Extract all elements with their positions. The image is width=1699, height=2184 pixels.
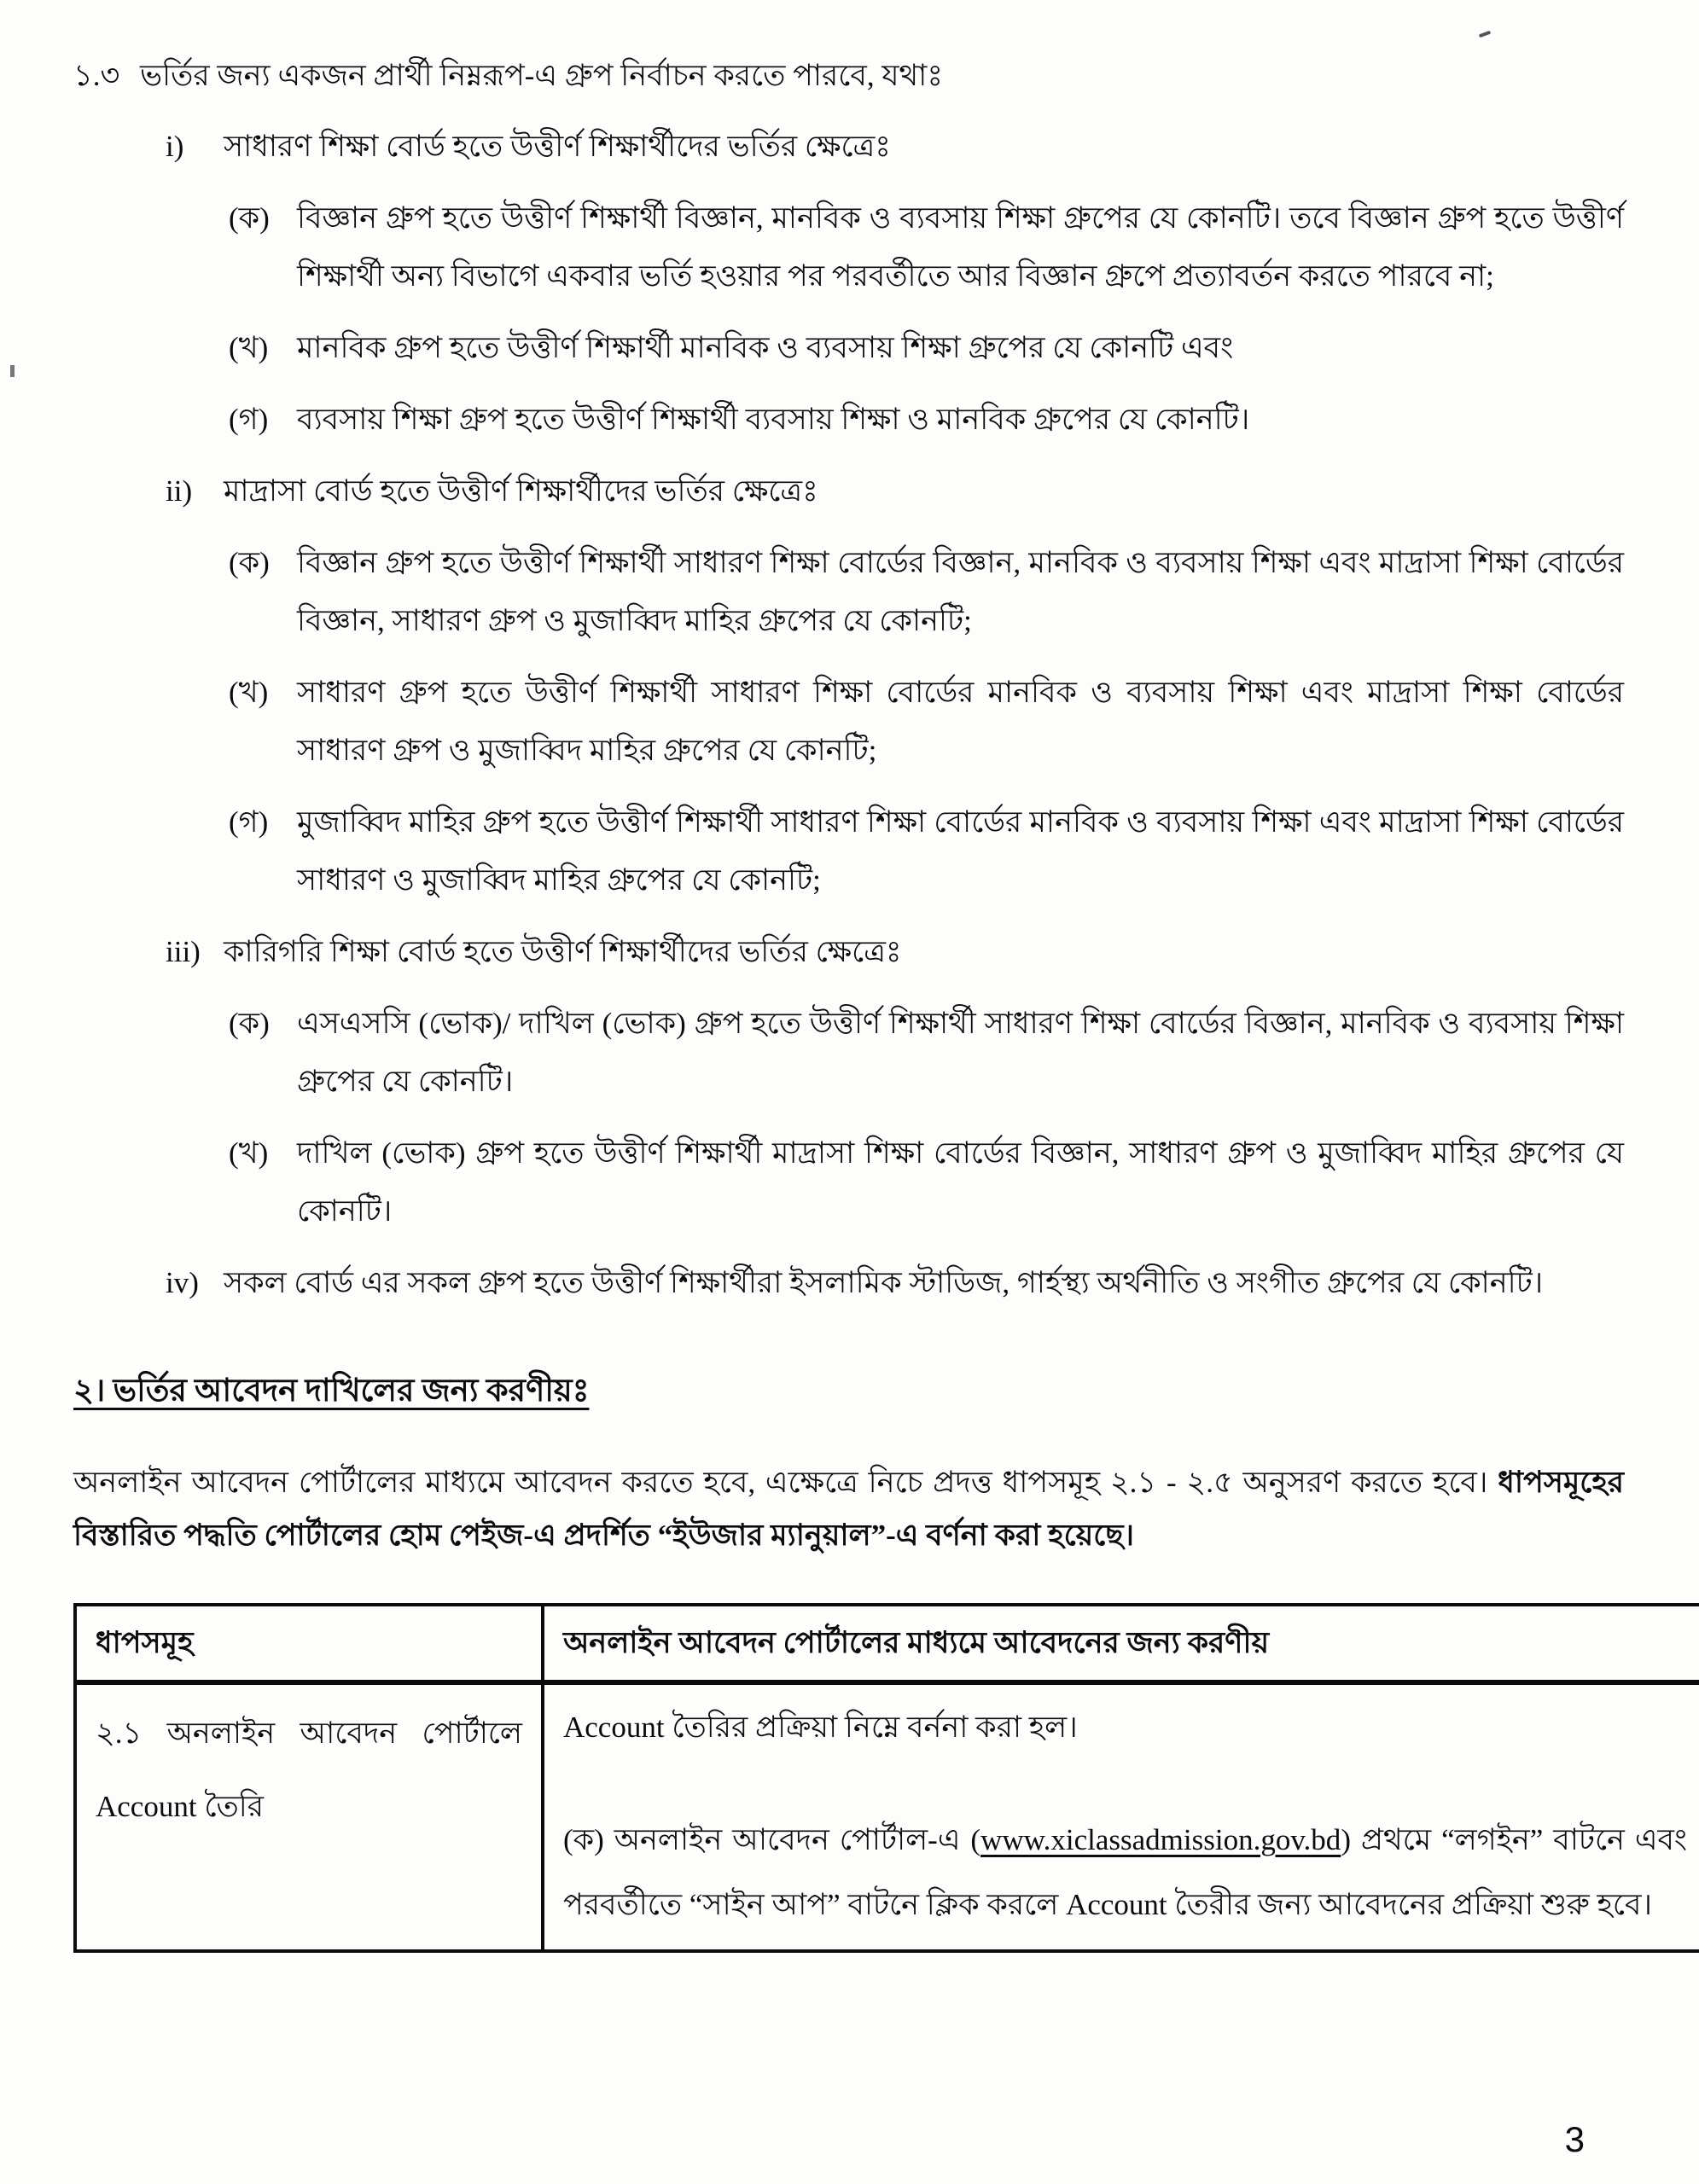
outline-item-label: (খ) — [229, 1136, 269, 1170]
outline-item-text: মাদ্রাসা বোর্ড হতে উত্তীর্ণ শিক্ষার্থীদের ভর্তির ক্ষেত্রেঃ — [224, 474, 818, 508]
outline-subitem — [73, 319, 1624, 377]
scan-artifact — [1479, 31, 1492, 38]
outline-item-text: বিজ্ঞান গ্রুপ হতে উত্তীর্ণ শিক্ষার্থী বিজ্ঞান, মানবিক ও ব্যবসায় শিক্ষা গ্রুপের যে কোনটি। তবে বিজ্ঞান গ্রুপ হতে উত্তীর্ণ শিক্ষার্থী অন্য বিভাগে একবার ভর্তি হওয়ার পর পরবর্তীতে আর বিজ্ঞান গ্রুপে প্রত্যাবর্তন করতে পারবে না; — [297, 201, 1624, 293]
step-2-1-row — [75, 1682, 1699, 1951]
outline-subitem — [73, 391, 1624, 449]
steps-header-col1: ধাপসমূহ — [75, 1605, 543, 1682]
outline-item-label: (খ) — [229, 676, 269, 709]
outline-item-text: মানবিক গ্রুপ হতে উত্তীর্ণ শিক্ষার্থী মানবিক ও ব্যবসায় শিক্ষা গ্রুপের যে কোনটি এবং — [297, 331, 1234, 364]
outline-item-text: দাখিল (ভোক) গ্রুপ হতে উত্তীর্ণ শিক্ষার্থী মাদ্রাসা শিক্ষা বোর্ডের বিজ্ঞান, সাধারণ গ্রুপ ও মুজাব্বিদ মাহির গ্রুপের যে কোনটি। — [297, 1136, 1624, 1228]
outline-section — [73, 923, 1624, 981]
outline-item-text: এসএসসি (ভোক)/ দাখিল (ভোক) গ্রুপ হতে উত্তীর্ণ শিক্ষার্থী সাধারণ শিক্ষা বোর্ডের বিজ্ঞান, মানবিক ও ব্যবসায় শিক্ষা গ্রুপের যে কোনটি। — [297, 1007, 1624, 1098]
section-2-paragraph-line2: ধাপসমূহের বিস্তারিত পদ্ধতি পোর্টালের হোম পেইজ-এ প্রদর্শিত “ইউজার ম্যানুয়াল”-এ বর্ণনা করা হয়েছে। — [73, 1466, 1625, 1552]
section-2-paragraph — [73, 1456, 1624, 1562]
section-2-heading: ২। ভর্তির আবেদন দাখিলের জন্য করণীয়ঃ — [73, 1374, 590, 1409]
outline-item-text: সাধারণ শিক্ষা বোর্ড হতে উত্তীর্ণ শিক্ষার্থীদের ভর্তির ক্ষেত্রেঃ — [224, 130, 891, 163]
outline-section — [73, 118, 1624, 176]
section-2-paragraph-line1: অনলাইন আবেদন পোর্টালের মাধ্যমে আবেদন করতে হবে, এক্ষেত্রে নিচে প্রদত্ত ধাপসমূহ ২.১ - ২.৫ অনুসরণ করতে হবে। — [73, 1466, 1488, 1499]
outline-subitem — [73, 995, 1624, 1111]
page-number: 3 — [1564, 2119, 1585, 2159]
outline-subitem — [73, 534, 1624, 650]
clause-1-3 — [73, 48, 1624, 104]
outline-item-label: (গ) — [229, 403, 269, 436]
steps-table — [73, 1603, 1699, 1953]
outline-item-text: সকল বোর্ড এর সকল গ্রুপ হতে উত্তীর্ণ শিক্ষার্থীরা ইসলামিক স্টাডিজ, গার্হস্থ্য অর্থনীতি ও সংগীত গ্রুপের যে কোনটি। — [224, 1266, 1544, 1299]
outline-item-label: (গ) — [229, 805, 269, 839]
step-2-1-action-intro: Account তৈরির প্রক্রিয়া নিম্নে বর্ননা করা হল। — [563, 1711, 1078, 1744]
steps-table-header-row — [75, 1605, 1699, 1682]
outline-item-label: (ক) — [229, 546, 270, 579]
outline-item-label: i) — [166, 130, 184, 163]
outline-item-label: (খ) — [229, 331, 269, 364]
scan-artifact — [10, 365, 15, 377]
outline-item-text: বিজ্ঞান গ্রুপ হতে উত্তীর্ণ শিক্ষার্থী সাধারণ শিক্ষা বোর্ডের বিজ্ঞান, মানবিক ও ব্যবসায় শিক্ষা এবং মাদ্রাসা শিক্ষা বোর্ডের বিজ্ঞান, সাধারণ গ্রুপ ও মুজাব্বিদ মাহির গ্রুপের যে কোনটি; — [297, 546, 1624, 637]
portal-url-link: www.xiclassadmission.gov.bd — [980, 1823, 1341, 1856]
outline-item-text: মুজাব্বিদ মাহির গ্রুপ হতে উত্তীর্ণ শিক্ষার্থী সাধারণ শিক্ষা বোর্ডের মানবিক ও ব্যবসায় শিক্ষা এবং মাদ্রাসা শিক্ষা বোর্ডের সাধারণ ও মুজাব্বিদ মাহির গ্রুপের যে কোনটি; — [297, 805, 1624, 897]
step-2-1-title: ২.১ অনলাইন আবেদন পোর্টালে Account তৈরি — [96, 1716, 522, 1823]
group-selection-outline — [73, 118, 1624, 1312]
step-2-1-action-detail — [563, 1808, 1687, 1937]
outline-section — [73, 1254, 1624, 1312]
outline-item-label: ii) — [166, 474, 193, 508]
outline-item-label: (ক) — [229, 201, 270, 235]
outline-section — [73, 462, 1624, 520]
outline-subitem — [73, 793, 1624, 909]
outline-subitem — [73, 664, 1624, 780]
outline-item-label: iv) — [166, 1266, 199, 1299]
outline-item-text: সাধারণ গ্রুপ হতে উত্তীর্ণ শিক্ষার্থী সাধারণ শিক্ষা বোর্ডের মানবিক ও ব্যবসায় শিক্ষা এবং মাদ্রাসা শিক্ষা বোর্ডের সাধারণ গ্রুপ ও মুজাব্বিদ মাহির গ্রুপের যে কোনটি; — [297, 676, 1624, 767]
outline-item-label: iii) — [166, 935, 201, 968]
clause-number: ১.৩ — [73, 59, 120, 92]
outline-item-text: ব্যবসায় শিক্ষা গ্রুপ হতে উত্তীর্ণ শিক্ষার্থী ব্যবসায় শিক্ষা ও মানবিক গ্রুপের যে কোনটি। — [297, 403, 1250, 436]
action-detail-suffix: ) প্রথমে “লগইন” বাটনে এবং পরবর্তীতে “সাইন আপ” বাটনে ক্লিক করলে Account তৈরীর জন্য আবেদনের প্রক্রিয়া শুরু হবে। — [563, 1823, 1687, 1921]
outline-item-text: কারিগরি শিক্ষা বোর্ড হতে উত্তীর্ণ শিক্ষার্থীদের ভর্তির ক্ষেত্রেঃ — [224, 935, 902, 968]
outline-subitem — [73, 189, 1624, 305]
clause-text: ভর্তির জন্য একজন প্রার্থী নিম্নরূপ-এ গ্রুপ নির্বাচন করতে পারবে, যথাঃ — [140, 59, 943, 92]
outline-subitem — [73, 1124, 1624, 1240]
outline-item-label: (ক) — [229, 1007, 270, 1040]
action-detail-prefix: (ক) অনলাইন আবেদন পোর্টাল-এ ( — [563, 1823, 981, 1856]
step-2-1-title-cell — [75, 1682, 543, 1951]
step-2-1-action-cell — [543, 1682, 1699, 1951]
steps-header-col2: অনলাইন আবেদন পোর্টালের মাধ্যমে আবেদনের জন্য করণীয় — [543, 1605, 1699, 1682]
